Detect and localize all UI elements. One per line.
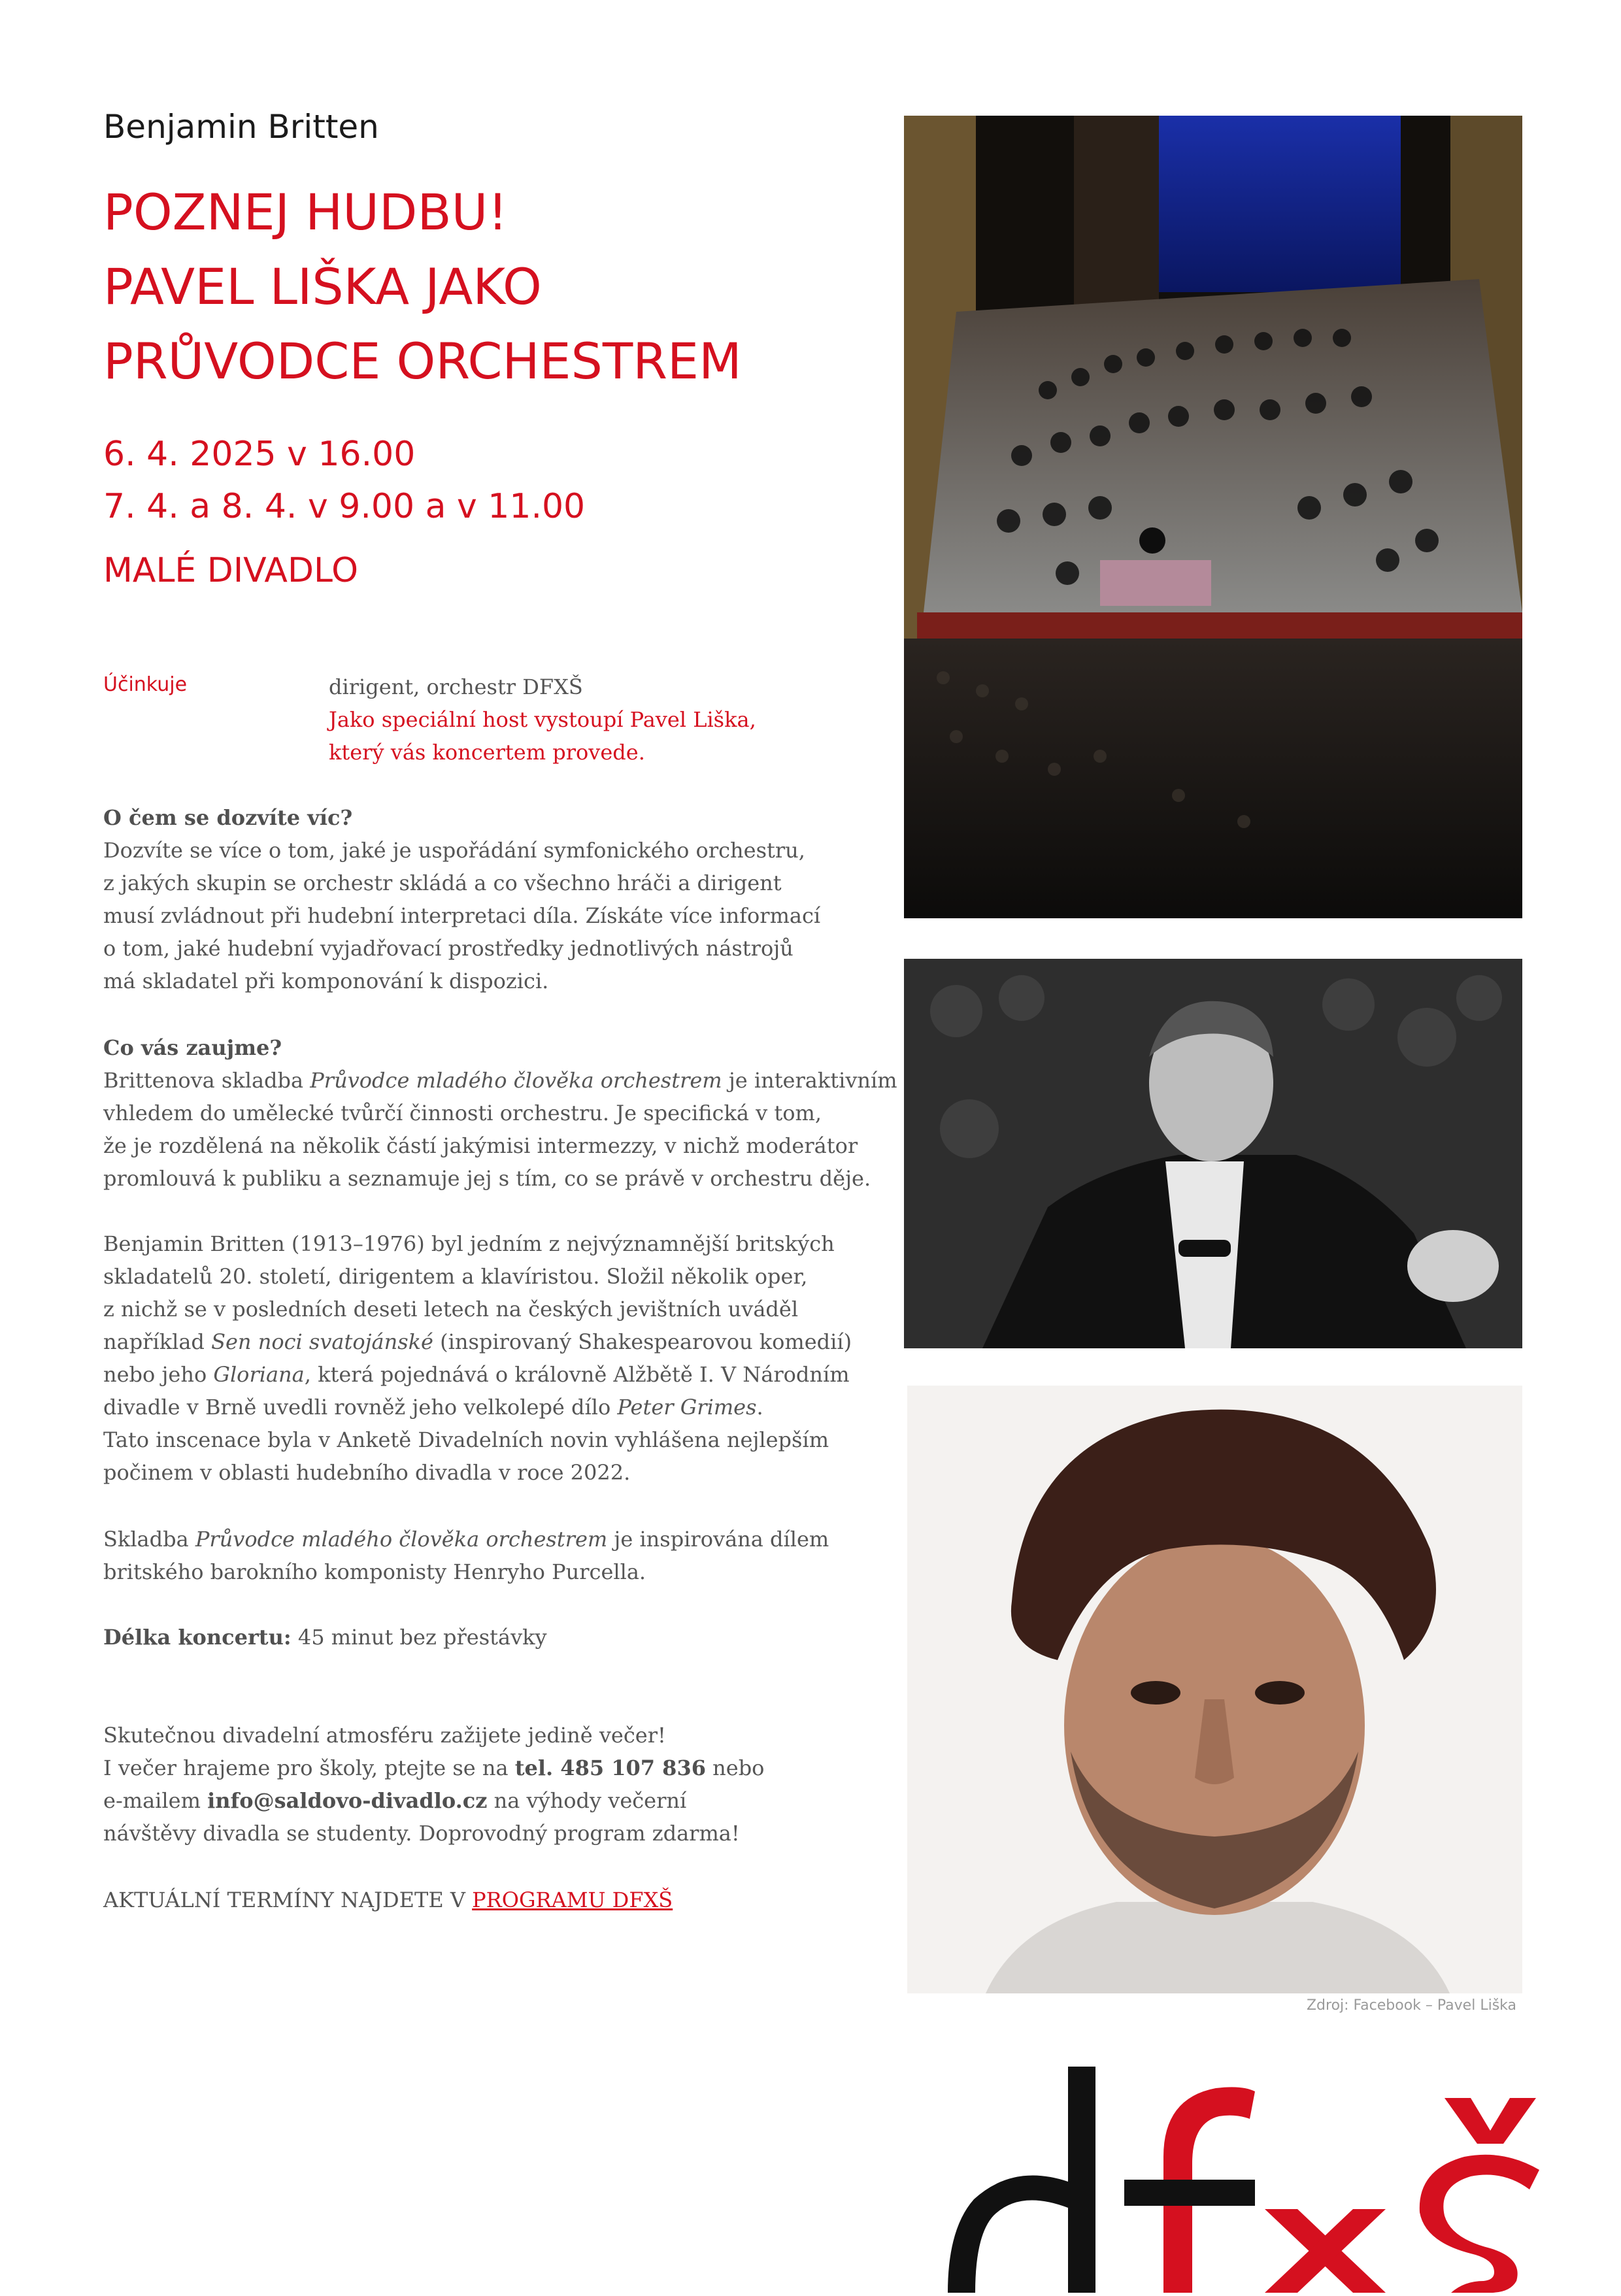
performers-line-1: dirigent, orchestr DFXŠ (329, 674, 583, 699)
section-interest-line (103, 1064, 897, 1097)
orchestra-illustration (904, 116, 1522, 918)
section-bio (103, 1227, 852, 1489)
section-learn-heading: O čem se dozvíte víc? (103, 805, 353, 830)
work-title: Sen noci svatojánské (211, 1329, 433, 1354)
text-span: Skladba (103, 1527, 195, 1552)
performers-label: Účinkuje (103, 673, 188, 696)
text-span: je interaktivním (722, 1068, 897, 1093)
purcell-line: britského barokního komponisty Henryho Purcella. (103, 1559, 646, 1584)
liska-photo (907, 1386, 1522, 1993)
composer-name: Benjamin Britten (103, 108, 379, 146)
title-line-1: POZNEJ HUDBU! (103, 183, 508, 241)
evening-line: Skutečnou divadelní atmosféru zažijete jedině večer! (103, 1723, 666, 1748)
text-span: nebo jeho (103, 1362, 214, 1387)
concert-length-value: 45 minut bez přestávky (291, 1625, 547, 1650)
text-span: , která pojednává o královně Alžbětě I. V Národním (304, 1362, 850, 1387)
britten-photo (904, 959, 1522, 1348)
evening-info (103, 1719, 764, 1850)
section-learn-line: Dozvíte se více o tom, jaké je uspořádání symfonického orchestru, (103, 838, 805, 863)
venue-name: MALÉ DIVADLO (103, 551, 359, 590)
section-interest-line: promlouvá k publiku a seznamuje jej s tím, co se právě v orchestru děje. (103, 1166, 871, 1191)
evening-line (103, 1752, 764, 1784)
section-learn-line: z jakých skupin se orchestr skládá a co všechno hráči a dirigent (103, 871, 782, 895)
section-learn-line: má skladatel při komponování k dispozici. (103, 969, 549, 993)
text-span: . (756, 1395, 763, 1420)
section-purcell (103, 1523, 829, 1588)
dfxs-logo-graphic (928, 2059, 1556, 2293)
text-span: Brittenova skladba (103, 1068, 310, 1093)
work-title: Průvodce mladého člověka orchestrem (195, 1527, 608, 1552)
text-span: divadle v Brně uvedli rovněž jeho velkolepé dílo (103, 1395, 618, 1420)
performers-guest-line-2: který vás koncertem provede. (329, 740, 645, 765)
text-span: je inspirována dílem (607, 1527, 829, 1552)
section-learn (103, 801, 820, 997)
section-interest-line: že je rozdělená na několik částí jakýmisi intermezzy, v nichž moderátor (103, 1133, 858, 1158)
text-span: na výhody večerní (487, 1788, 687, 1813)
britten-illustration (904, 959, 1522, 1348)
liska-illustration (907, 1386, 1522, 1993)
terms-text: AKTUÁLNÍ TERMÍNY NAJDETE V (103, 1888, 473, 1912)
title-line-3: PRŮVODCE ORCHESTREM (103, 332, 742, 390)
bio-line (103, 1358, 852, 1391)
text-span: (inspirovaný Shakespearovou komedií) (433, 1329, 852, 1354)
section-interest (103, 1031, 897, 1195)
date-line-2: 7. 4. a 8. 4. v 9.00 a v 11.00 (103, 487, 586, 526)
title-line-2: PAVEL LIŠKA JAKO (103, 258, 542, 316)
terms-note (103, 1884, 673, 1916)
section-learn-line: musí zvládnout při hudební interpretaci díla. Získáte více informací (103, 903, 821, 928)
section-learn-line: o tom, jaké hudební vyjadřovací prostředky jednotlivých nástrojů (103, 936, 794, 961)
bio-line (103, 1325, 852, 1358)
page-title (103, 175, 888, 399)
bio-line: Tato inscenace byla v Anketě Divadelních novin vyhlášena nejlepším (103, 1427, 829, 1452)
evening-line (103, 1784, 764, 1817)
performers-info (329, 671, 756, 769)
text-span: například (103, 1329, 212, 1354)
dfxs-logo (928, 2059, 1556, 2293)
date-line-1: 6. 4. 2025 v 16.00 (103, 435, 416, 474)
evening-line: návštěvy divadla se studenty. Doprovodný program zdarma! (103, 1821, 740, 1846)
text-span: e-mailem (103, 1788, 208, 1813)
section-interest-heading: Co vás zaujme? (103, 1035, 282, 1060)
text-span: I večer hrajeme pro školy, ptejte se na (103, 1755, 515, 1780)
bio-line: skladatelů 20. století, dirigentem a klavíristou. Složil několik oper, (103, 1264, 808, 1289)
bio-line: z nichž se v posledních deseti letech na českých jevištních uváděl (103, 1297, 799, 1322)
bio-line (103, 1391, 852, 1423)
concert-length-label: Délka koncertu: (103, 1625, 292, 1650)
phone-number[interactable]: tel. 485 107 836 (514, 1755, 706, 1780)
work-title: Peter Grimes (617, 1395, 757, 1420)
purcell-line (103, 1523, 829, 1556)
bio-line: Benjamin Britten (1913–1976) byl jedním z nejvýznamnější britských (103, 1231, 835, 1256)
text-span: nebo (705, 1755, 765, 1780)
photo-credit: Zdroj: Facebook – Pavel Liška (1306, 1997, 1516, 2014)
work-title: Průvodce mladého člověka orchestrem (310, 1068, 722, 1093)
section-interest-line: vhledem do umělecké tvůrčí činnosti orchestru. Je specifická v tom, (103, 1101, 822, 1125)
work-title: Gloriana (213, 1362, 305, 1387)
concert-length (103, 1621, 547, 1654)
bio-line: počinem v oblasti hudebního divadla v roce 2022. (103, 1460, 631, 1485)
email-address[interactable]: info@saldovo-divadlo.cz (207, 1788, 488, 1813)
program-link[interactable]: PROGRAMU DFXŠ (472, 1888, 673, 1912)
orchestra-photo (904, 116, 1522, 918)
performers-guest-line-1: Jako speciální host vystoupí Pavel Liška, (329, 707, 756, 732)
